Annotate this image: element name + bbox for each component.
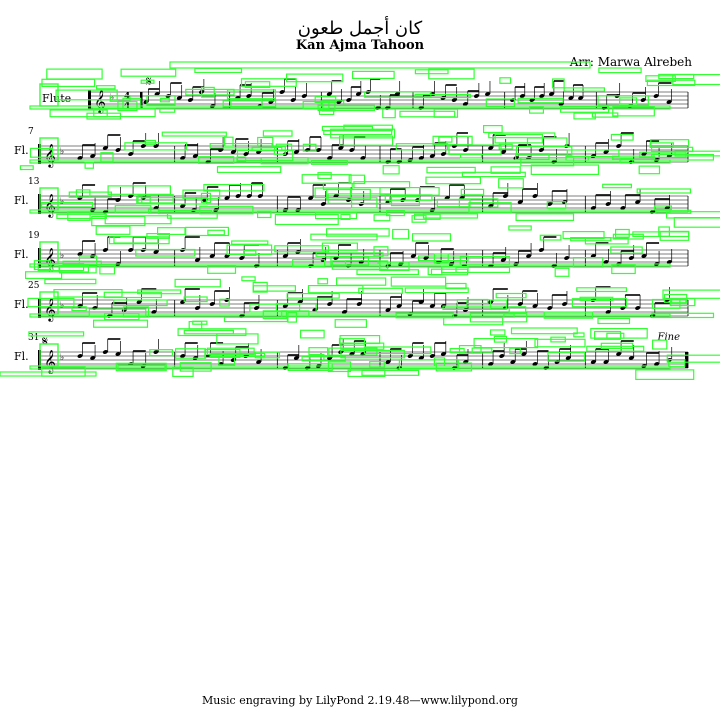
flat-icon: ♭ <box>60 197 65 207</box>
annotation-box <box>415 70 448 74</box>
annotation-box <box>616 230 630 238</box>
instrument-label: Fl. <box>14 194 29 207</box>
staff-system <box>0 74 720 122</box>
system-bracket <box>38 350 41 370</box>
system-bracket <box>38 298 41 318</box>
annotation-box <box>446 284 466 289</box>
staff-svg <box>38 192 688 224</box>
measure-number: 31 <box>28 333 40 343</box>
clef-icon: 𝄞 <box>44 193 56 217</box>
staff-system <box>0 177 720 226</box>
system-bracket <box>38 248 41 268</box>
annotation-box <box>591 329 647 339</box>
annotation-box <box>509 226 531 230</box>
measure-number: 19 <box>28 231 40 241</box>
annotation-box <box>429 69 474 79</box>
measure-number: 13 <box>28 177 40 187</box>
clef-icon: 𝄞 <box>44 143 56 167</box>
segno-icon: 𝄋 <box>42 334 49 350</box>
repeat-bar <box>140 92 143 108</box>
staff-svg <box>38 246 688 278</box>
final-bar <box>685 352 688 368</box>
annotation-box <box>660 231 689 240</box>
instrument-label: Fl. <box>14 144 29 157</box>
staff-system <box>0 127 720 176</box>
annotation-box <box>344 125 393 130</box>
clef-icon: 𝄞 <box>44 247 56 271</box>
system-bracket <box>38 144 41 164</box>
annotation-box <box>158 228 185 235</box>
staff-svg <box>38 142 688 174</box>
staff <box>38 246 688 278</box>
annotation-box <box>184 330 233 333</box>
system-bracket <box>88 90 91 110</box>
annotation-box <box>147 234 170 239</box>
time-signature-bottom: 4 <box>124 101 131 111</box>
instrument-label: Fl. <box>14 248 29 261</box>
annotation-box <box>349 175 364 183</box>
annotation-box <box>301 330 325 338</box>
annotation-box <box>563 232 604 239</box>
arranger-credit: Arr: Marwa Alrebeh <box>569 55 692 69</box>
flat-icon: ♭ <box>60 251 65 261</box>
staff <box>38 192 688 224</box>
time-signature-top: 4 <box>124 92 131 102</box>
staff-svg <box>88 74 688 120</box>
annotation-box <box>195 68 242 72</box>
annotation-box <box>607 333 624 338</box>
flat-icon: ♭ <box>60 301 65 311</box>
instrument-label: Flute <box>42 92 72 105</box>
measure-number: 7 <box>28 127 34 137</box>
annotation-box <box>484 126 503 133</box>
annotation-box <box>574 333 584 337</box>
staff <box>38 296 688 328</box>
annotation-box <box>322 126 372 130</box>
annotation-box <box>327 229 390 236</box>
annotation-box <box>186 227 229 235</box>
system-bracket <box>38 194 41 214</box>
staff-system <box>0 281 720 330</box>
annotation-box <box>646 76 675 82</box>
annotation-box <box>324 131 392 135</box>
engraving-footer: Music engraving by LilyPond 2.19.48—www.lilypond.org <box>202 694 518 707</box>
flat-icon: ♭ <box>60 353 65 363</box>
annotation-box <box>491 330 505 335</box>
flat-icon: ♭ <box>60 147 65 157</box>
fine-marking: Fine <box>657 332 680 343</box>
annotation-box <box>633 232 689 237</box>
staff <box>38 142 688 174</box>
annotation-box <box>659 74 694 78</box>
instrument-label: Fl. <box>14 298 29 311</box>
annotation-box <box>659 227 670 236</box>
instrument-label: Fl. <box>14 350 29 363</box>
piece-title: كان أجمل طعون <box>297 18 423 39</box>
measure-number: 25 <box>28 281 40 291</box>
clef-icon: 𝄞 <box>44 349 56 373</box>
staff-svg <box>38 296 688 328</box>
piece-subtitle: Kan Ajma Tahoon <box>295 38 425 53</box>
annotation-box <box>175 279 220 286</box>
annotation-box <box>353 71 395 78</box>
segno-icon: 𝄋 <box>146 74 153 90</box>
annotation-box <box>595 332 621 340</box>
annotation-box <box>393 230 409 239</box>
clef-icon: 𝄞 <box>94 89 106 113</box>
annotation-box <box>426 177 480 184</box>
staff <box>88 74 688 120</box>
flat-icon: ♭ <box>110 93 115 103</box>
annotation-box <box>96 226 130 234</box>
annotation-box <box>208 230 224 235</box>
annotation-box <box>613 234 643 239</box>
clef-icon: 𝄞 <box>44 297 56 321</box>
annotation-strip <box>170 62 590 68</box>
annotation-box <box>47 69 102 79</box>
staff-system <box>0 231 720 280</box>
